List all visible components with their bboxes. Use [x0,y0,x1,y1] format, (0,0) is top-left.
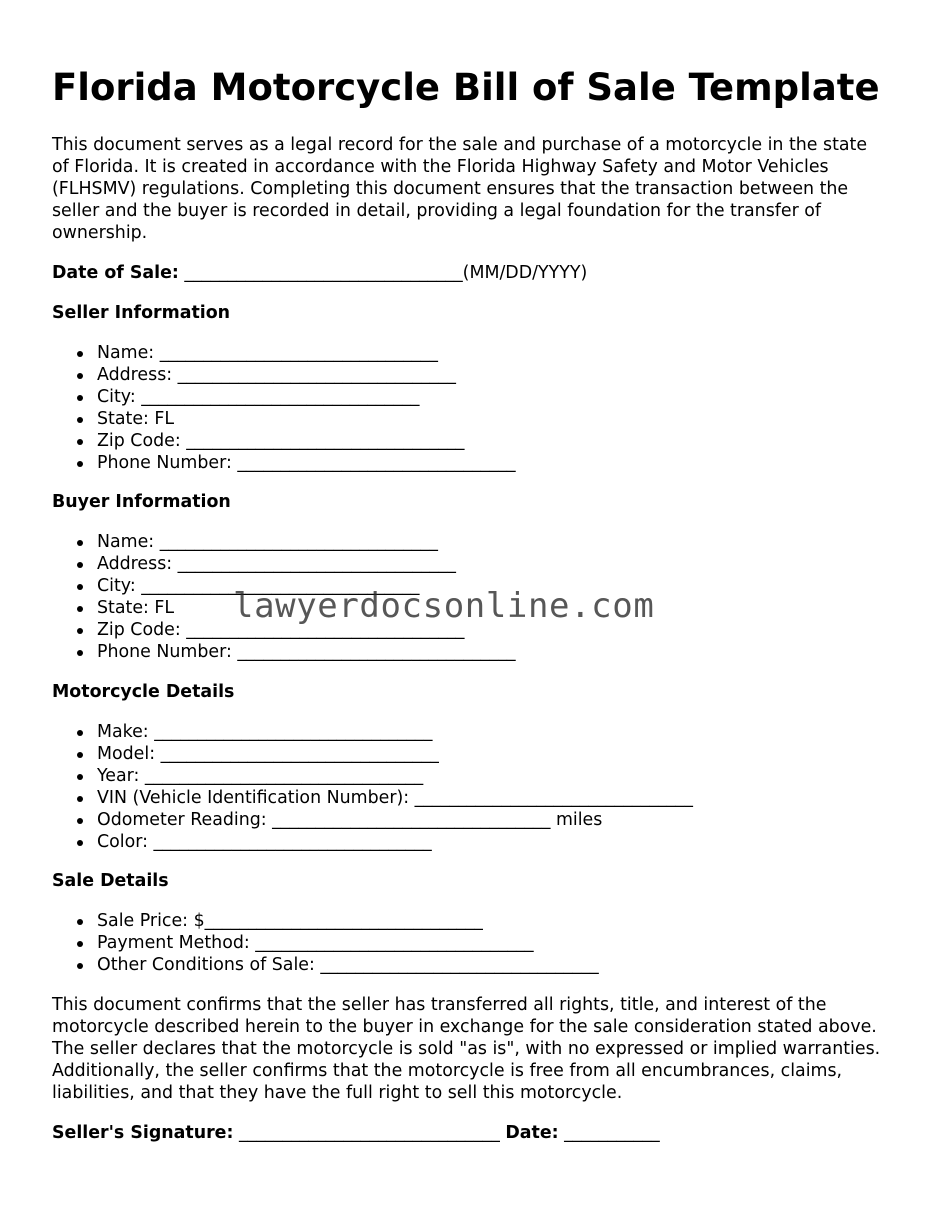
buyer-zip-item: Zip Code: ________________________________ [52,620,516,642]
year-item: Year: ________________________________ [52,766,693,788]
buyer-address-item: Address: ________________________________ [52,554,516,576]
signature-label: Seller's Signature: [52,1123,234,1143]
seller-state-item: State: FL [52,409,516,431]
sale-list [52,911,599,977]
model-item: Model: ________________________________ [52,744,693,766]
vin-item: VIN (Vehicle Identification Number): ________________________________ [52,788,693,810]
seller-address-item: Address: ________________________________ [52,365,516,387]
color-item: Color: ________________________________ [52,832,693,854]
seller-zip-item: Zip Code: ________________________________ [52,431,516,453]
signature-line [52,1122,660,1144]
sale-heading: Sale Details [52,871,169,891]
intro-paragraph: This document serves as a legal record for the sale and purchase of a motorcycle in the state of Florida. It is created in accordance with the Florida Highway Safety and Motor Vehicles (FLHSMV) regulations. Completing this document ensures that the transaction between the seller and the buyer is recorded in detail, providing a legal foundation for the transfer of ownership. [52,135,868,243]
buyer-name-item: Name: ________________________________ [52,532,516,554]
seller-heading: Seller Information [52,303,231,323]
signature-date-label: Date: [505,1123,559,1143]
signature-blank: ______________________________ [233,1123,506,1143]
date-of-sale-line [52,262,587,284]
closing-paragraph: This document confirms that the seller has transferred all rights, title, and interest of the motorcycle described herein to the buyer in exchange for the sale consideration stated above. The seller declares that the motorcycle is sold "as is", with no expressed or implied warranties. Additionally, the seller confirms that the motorcycle is free from all encumbrances, claims, liabilities, and that they have the full right to sell this motorcycle. [52,995,881,1103]
seller-list [52,343,516,474]
sale-price-item: Sale Price: $________________________________ [52,911,599,933]
buyer-city-item: City: ________________________________ [52,576,516,598]
date-format-hint: (MM/DD/YYYY) [462,263,588,283]
page-title: Florida Motorcycle Bill of Sale Template [52,66,880,109]
seller-phone-item: Phone Number: ________________________________ [52,453,516,475]
date-of-sale-blank: ________________________________ [178,263,463,283]
buyer-phone-item: Phone Number: ________________________________ [52,642,516,664]
buyer-state-item: State: FL [52,598,516,620]
other-conditions-item: Other Conditions of Sale: ________________________________ [52,955,599,977]
make-item: Make: ________________________________ [52,722,693,744]
watermark-text: lawyerdocsonline.com [233,586,655,626]
odometer-item: Odometer Reading: ________________________________ miles [52,810,693,832]
signature-date-blank: ___________ [558,1123,660,1143]
seller-city-item: City: ________________________________ [52,387,516,409]
motorcycle-list [52,722,693,853]
buyer-heading: Buyer Information [52,492,231,512]
date-of-sale-label: Date of Sale: [52,263,179,283]
payment-method-item: Payment Method: ________________________________ [52,933,599,955]
seller-name-item: Name: ________________________________ [52,343,516,365]
motorcycle-heading: Motorcycle Details [52,682,235,702]
